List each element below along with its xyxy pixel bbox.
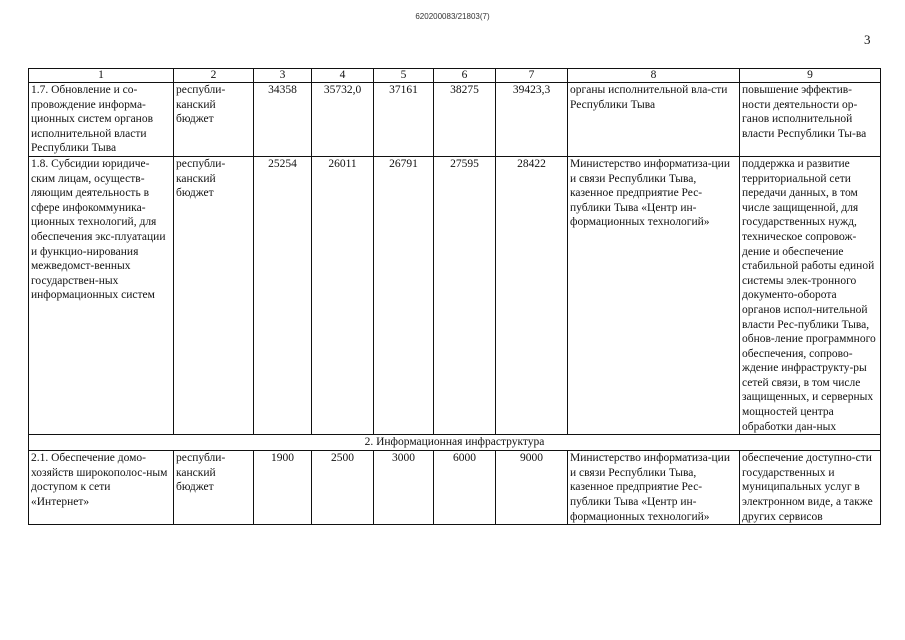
funding-source-cell: республи-канский бюджет	[174, 156, 254, 434]
measure-name-cell: 2.1. Обеспечение домо-хозяйств широкополос-ным доступом к сети «Интернет»	[29, 451, 174, 525]
column-number-row	[29, 69, 881, 83]
page-number: 3	[864, 32, 871, 47]
program-table	[28, 68, 881, 525]
value-cell: 26791	[374, 156, 434, 434]
column-header: 3	[254, 69, 312, 83]
funding-source-cell: республи-канский бюджет	[174, 83, 254, 157]
section-title: 2. Информационная инфраструктура	[29, 435, 881, 451]
table-row	[29, 83, 881, 157]
executor-cell: Министерство информатиза-ции и связи Республики Тыва, казенное предприятие Рес-публики Тыва «Центр ин-формационных технологий»	[568, 451, 740, 525]
document-code: 620200083/21803(7)	[415, 12, 490, 21]
executor-cell: органы исполнительной вла-сти Республики Тыва	[568, 83, 740, 157]
value-cell: 2500	[312, 451, 374, 525]
value-cell: 9000	[496, 451, 568, 525]
value-cell: 34358	[254, 83, 312, 157]
value-cell: 26011	[312, 156, 374, 434]
column-header: 7	[496, 69, 568, 83]
value-cell: 3000	[374, 451, 434, 525]
value-cell: 27595	[434, 156, 496, 434]
value-cell: 39423,3	[496, 83, 568, 157]
value-cell: 38275	[434, 83, 496, 157]
column-header: 5	[374, 69, 434, 83]
result-cell: повышение эффектив-ности деятельности ор-ганов исполнительной власти Республики Ты-ва	[740, 83, 881, 157]
value-cell: 1900	[254, 451, 312, 525]
result-cell: обеспечение доступно-сти государственных и муниципальных услуг в электронном виде, а также других сервисов	[740, 451, 881, 525]
value-cell: 6000	[434, 451, 496, 525]
measure-name-cell: 1.7. Обновление и со-провождение информа-ционных систем органов исполнительной власти Республики Тыва	[29, 83, 174, 157]
value-cell: 35732,0	[312, 83, 374, 157]
executor-cell: Министерство информатиза-ции и связи Республики Тыва, казенное предприятие Рес-публики Тыва «Центр ин-формационных технологий»	[568, 156, 740, 434]
column-header: 2	[174, 69, 254, 83]
column-header: 4	[312, 69, 374, 83]
section-row	[29, 435, 881, 451]
funding-source-cell: республи-канский бюджет	[174, 451, 254, 525]
table-row	[29, 156, 881, 434]
column-header: 8	[568, 69, 740, 83]
measure-name-cell: 1.8. Субсидии юридиче-ским лицам, осуществ-ляющим деятельность в сфере инфокоммуника-ционных технологий, для обеспечения экс-плуатации и функцио-нирования межведомст-венных государствен-ных информационных систем	[29, 156, 174, 434]
value-cell: 37161	[374, 83, 434, 157]
column-header: 6	[434, 69, 496, 83]
column-header: 1	[29, 69, 174, 83]
value-cell: 25254	[254, 156, 312, 434]
result-cell: поддержка и развитие территориальной сети передачи данных, в том числе защищенной, для государственных нужд, техническое сопровож-дение и обеспечение стабильной работы единой системы элек-тронного документо-оборота органов испол-нительной власти Рес-публики Тыва, обнов-ление программного обеспечения, сопрово-ждение инфраструкту-ры сетей связи, в том числе защищенных, и серверных мощностей центра обработки дан-ных	[740, 156, 881, 434]
table-row	[29, 451, 881, 525]
column-header: 9	[740, 69, 881, 83]
value-cell: 28422	[496, 156, 568, 434]
